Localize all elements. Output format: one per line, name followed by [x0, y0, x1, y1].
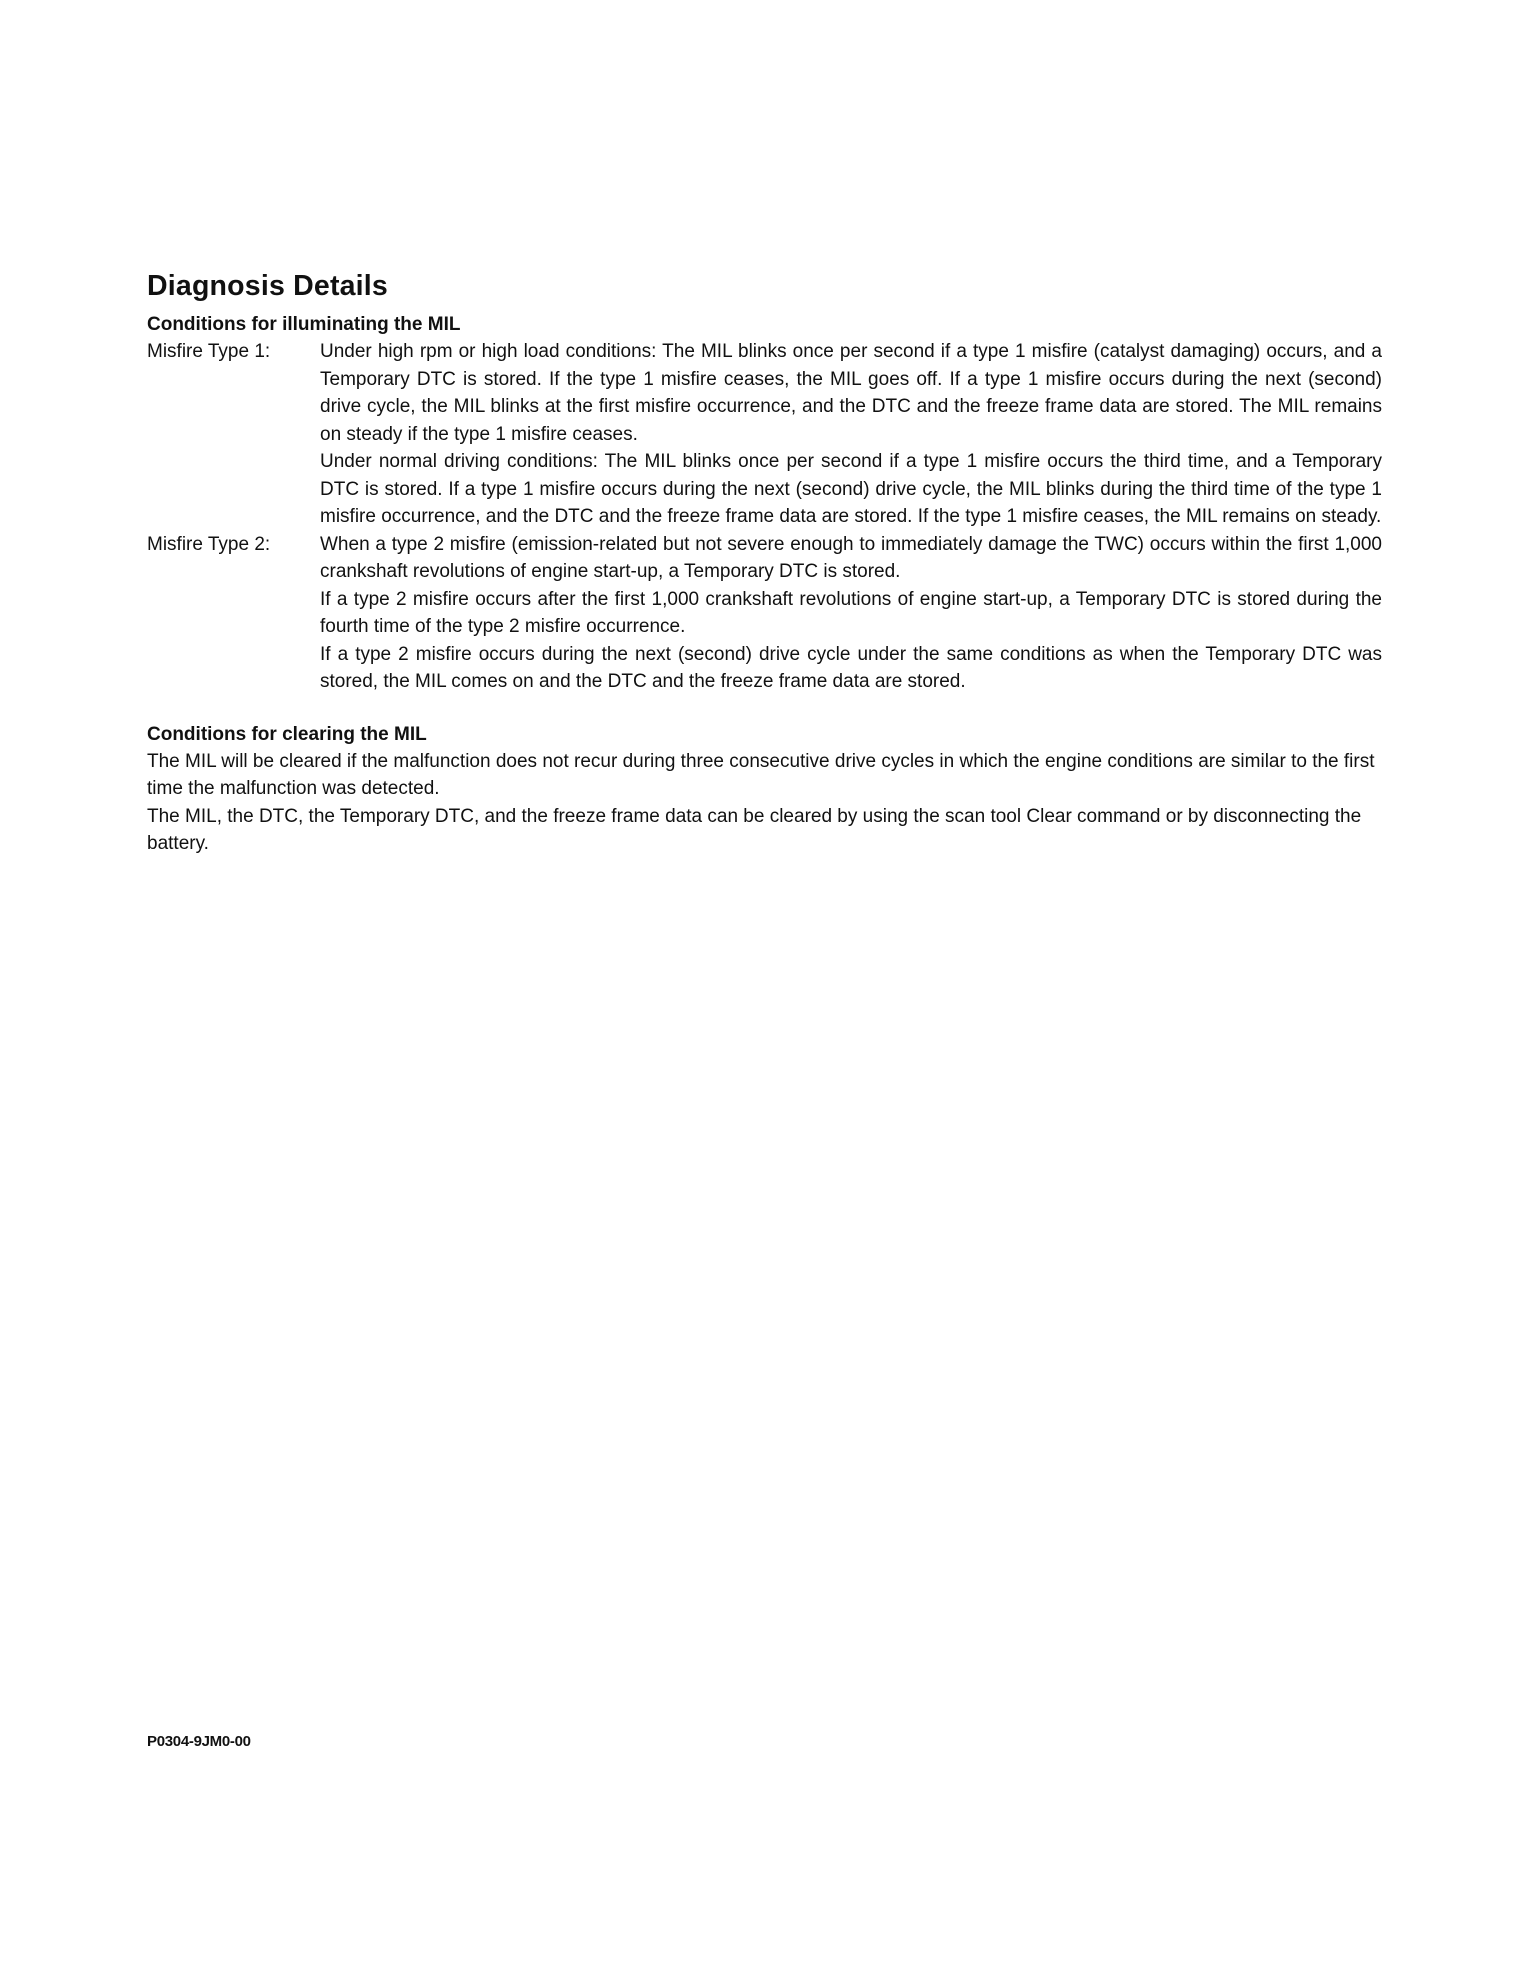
misfire-type-2-body — [320, 531, 1382, 696]
misfire-type-2-next-cycle-paragraph: If a type 2 misfire occurs during the next (second) drive cycle under the same conditions as when the Temporary DTC was stored, the MIL comes on and the DTC and the freeze frame data are stored. — [320, 643, 1382, 692]
clearing-section — [147, 722, 1382, 858]
misfire-type-2-label: Misfire Type 2: — [147, 533, 271, 555]
misfire-type-2-first-revolutions-paragraph: When a type 2 misfire (emission-related but not severe enough to immediately damage the TWC) occurs within the first 1,000 crankshaft revolutions of engine start-up, a Temporary DTC is stored. — [320, 533, 1382, 582]
misfire-type-1-body — [320, 338, 1382, 531]
misfire-type-1-entry — [147, 338, 1382, 531]
misfire-type-2-after-revolutions-paragraph: If a type 2 misfire occurs after the first 1,000 crankshaft revolutions of engine start-up, a Temporary DTC is stored during the fourth time of the type 2 misfire occurrence. — [320, 588, 1382, 637]
illuminating-section — [147, 312, 1382, 696]
page-title: Diagnosis Details — [147, 270, 388, 302]
misfire-type-1-high-rpm-paragraph: Under high rpm or high load conditions: The MIL blinks once per second if a type 1 misfire (catalyst damaging) occurs, and a Temporary DTC is stored. If the type 1 misfire ceases, the MIL goes off. If a type 1 misfire occurs during the next (second) drive cycle, the MIL blinks at the first misfire occurrence, and the DTC and the freeze frame data are stored. The MIL remains on steady if the type 1 misfire ceases. — [320, 341, 1382, 445]
clearing-scan-tool-paragraph: The MIL, the DTC, the Temporary DTC, and the freeze frame data can be cleared by using the scan tool Clear command or by disconnecting the battery. — [147, 805, 1362, 854]
document-page — [147, 268, 1382, 858]
misfire-type-2-entry — [147, 531, 1382, 696]
misfire-type-1-label: Misfire Type 1: — [147, 341, 271, 362]
misfire-type-1-normal-driving-paragraph: Under normal driving conditions: The MIL blinks once per second if a type 1 misfire occurs the third time, and a Temporary DTC is stored. If a type 1 misfire occurs during the next (second) drive cycle, the MIL blinks during the third time of the type 1 misfire occurrence, and the DTC and the freeze frame data are stored. If the type 1 misfire ceases, the MIL remains on steady. — [320, 451, 1382, 527]
clearing-recur-paragraph: The MIL will be cleared if the malfunction does not recur during three consecutive drive cycles in which the engine conditions are similar to the first time the malfunction was detected. — [147, 750, 1375, 799]
illuminating-heading: Conditions for illuminating the MIL — [147, 314, 461, 335]
clearing-heading: Conditions for clearing the MIL — [147, 723, 427, 745]
document-code: P0304-9JM0-00 — [147, 1733, 251, 1750]
